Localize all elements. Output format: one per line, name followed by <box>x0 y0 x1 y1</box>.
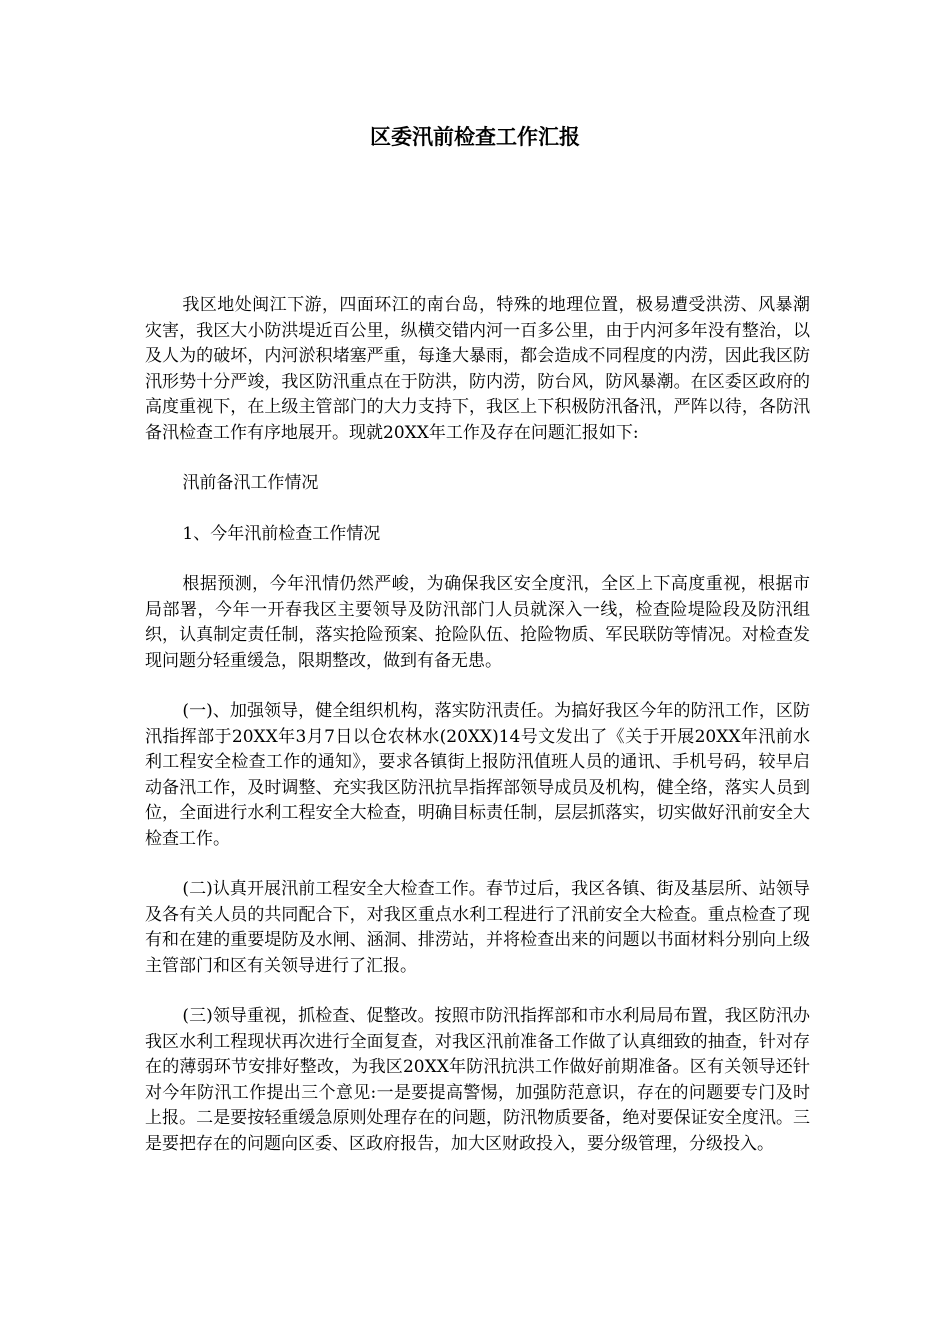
document-body <box>145 293 810 1182</box>
document-title: 区委汛前检查工作汇报 <box>370 124 580 149</box>
paragraph-item-2: (二)认真开展汛前工程安全大检查工作。春节过后，我区各镇、街及基层所、站领导及各有关人员的共同配合下，对我区重点水利工程进行了汛前安全大检查。重点检查了现有和在建的重要堤防及水闸、涵洞、排涝站，并将检查出来的问题以书面材料分别向上级主管部门和区有关领导进行了汇报。 <box>145 879 810 976</box>
paragraph-forecast: 根据预测，今年汛情仍然严峻，为确保我区安全度汛，全区上下高度重视，根据市局部署，今年一开春我区主要领导及防汛部门人员就深入一线，检查险堤险段及防汛组织，认真制定责任制，落实抢险预案、抢险队伍、抢险物质、军民联防等情况。对检查发现问题分轻重缓急，限期整改，做到有备无患。 <box>145 574 810 671</box>
paragraph-intro: 我区地处闽江下游，四面环江的南台岛，特殊的地理位置，极易遭受洪涝、风暴潮灾害，我区大小防洪堤近百公里，纵横交错内河一百多公里，由于内河多年没有整治，以及人为的破坏，内河淤积堵塞严重，每逢大暴雨，都会造成不同程度的内涝，因此我区防汛形势十分严竣，我区防汛重点在于防洪，防内涝，防台风，防风暴潮。在区委区政府的高度重视下，在上级主管部门的大力支持下，我区上下积极防汛备汛，严阵以待，各防汛备汛检查工作有序地展开。现就20XX年工作及存在问题汇报如下: <box>145 295 810 443</box>
section-heading: 汛前备汛工作情况 <box>182 473 319 493</box>
subsection-heading: 1、今年汛前检查工作情况 <box>182 523 381 544</box>
paragraph-item-1: (一)、加强领导，健全组织机构，落实防汛责任。为搞好我区今年的防汛工作，区防汛指挥部于20XX年3月7日以仓农林水(20XX)14号文发出了《关于开展20XX年汛前水利工程安全检查工作的通知》，要求各镇街上报防汛值班人员的通讯、手机号码，较早启动备汛工作，及时调整、充实我区防汛抗旱指挥部领导成员及机构，健全络，落实人员到位，全面进行水利工程安全大检查，明确目标责任制，层层抓落实，切实做好汛前安全大检查工作。 <box>145 701 810 849</box>
paragraph-item-3: (三)领导重视，抓检查、促整改。按照市防汛指挥部和市水利局局布置，我区防汛办我区水利工程现状再次进行全面复查，对我区汛前准备工作做了认真细致的抽查，针对存在的薄弱环节安排好整改，为我区20XX年防汛抗洪工作做好前期准备。区有关领导还针对今年防汛工作提出三个意见:一是要提高警惕，加强防范意识，存在的问题要专门及时上报。二是要按轻重缓急原则处理存在的问题，防汛物质要备，绝对要保证安全度汛。三是要把存在的问题向区委、区政府报告，加大区财政投入，要分级管理，分级投入。 <box>145 1006 810 1154</box>
